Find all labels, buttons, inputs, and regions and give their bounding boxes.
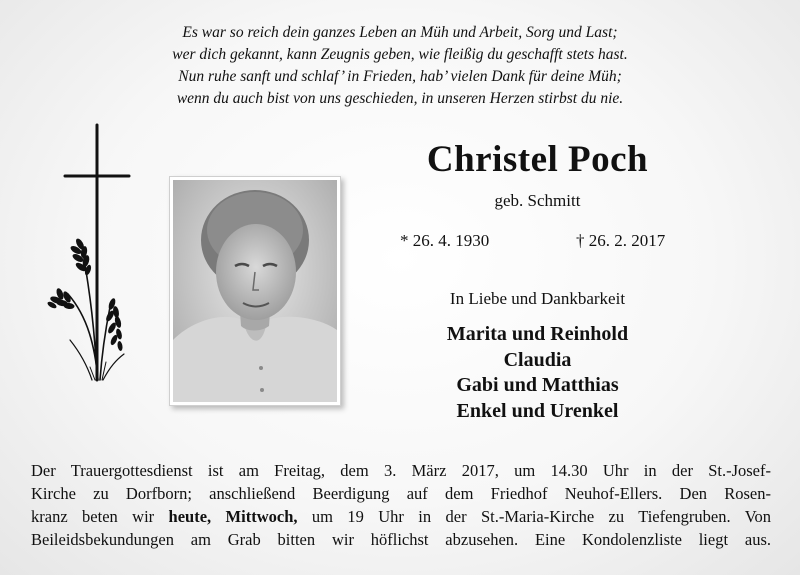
poem-line: wer dich gekannt, kann Zeugnis geben, wie fleißig du geschafft stets hast. bbox=[172, 46, 628, 63]
poem-line: Es war so reich dein ganzes Leben an Müh und Arbeit, Sorg und Last; bbox=[182, 24, 618, 41]
poem-line: Nun ruhe sanft und schlaf’ in Frieden, hab’ vielen Dank für deine Müh; bbox=[178, 68, 622, 85]
deceased-name: Christel Poch bbox=[426, 139, 649, 180]
mourner: Gabi und Matthias bbox=[456, 374, 619, 396]
mourners-list bbox=[390, 322, 685, 424]
portrait-photo bbox=[169, 176, 341, 406]
cross-with-wheat-icon bbox=[40, 122, 140, 387]
maiden-name: geb. Schmitt bbox=[494, 191, 581, 210]
poem bbox=[0, 22, 800, 110]
dedication: In Liebe und Dankbarkeit bbox=[449, 289, 626, 308]
death-date: † 26. 2. 2017 bbox=[576, 231, 666, 250]
service-line: Der Trauergottesdienst ist am Freitag, dem 3. März 2017, um 14.30 Uhr in der St.-Josef- bbox=[31, 461, 771, 480]
service-line: Kirche zu Dorfborn; anschließend Beerdigung auf dem Friedhof Neuhof-Ellers. Den Rosen- bbox=[31, 484, 771, 503]
service-line bbox=[31, 505, 771, 528]
mourner: Enkel und Urenkel bbox=[456, 399, 619, 422]
service-highlight: heute, Mittwoch, bbox=[168, 507, 298, 526]
mourner: Claudia bbox=[503, 348, 572, 371]
birth-date: * 26. 4. 1930 bbox=[400, 231, 490, 250]
service-line: Beileidsbekundungen am Grab bitten wir höflichst abzusehen. Eine Kondolenzliste liegt aus. bbox=[31, 530, 771, 549]
service-announcement bbox=[31, 459, 771, 551]
mourner: Marita und Reinhold bbox=[446, 323, 629, 345]
poem-line: wenn du auch bist von uns geschieden, in unseren Herzen stirbst du nie. bbox=[176, 90, 624, 107]
service-text: um 19 Uhr in der St.-Maria-Kirche zu Tiefengruben. Von bbox=[297, 507, 771, 526]
service-text: kranz beten wir bbox=[31, 507, 169, 526]
